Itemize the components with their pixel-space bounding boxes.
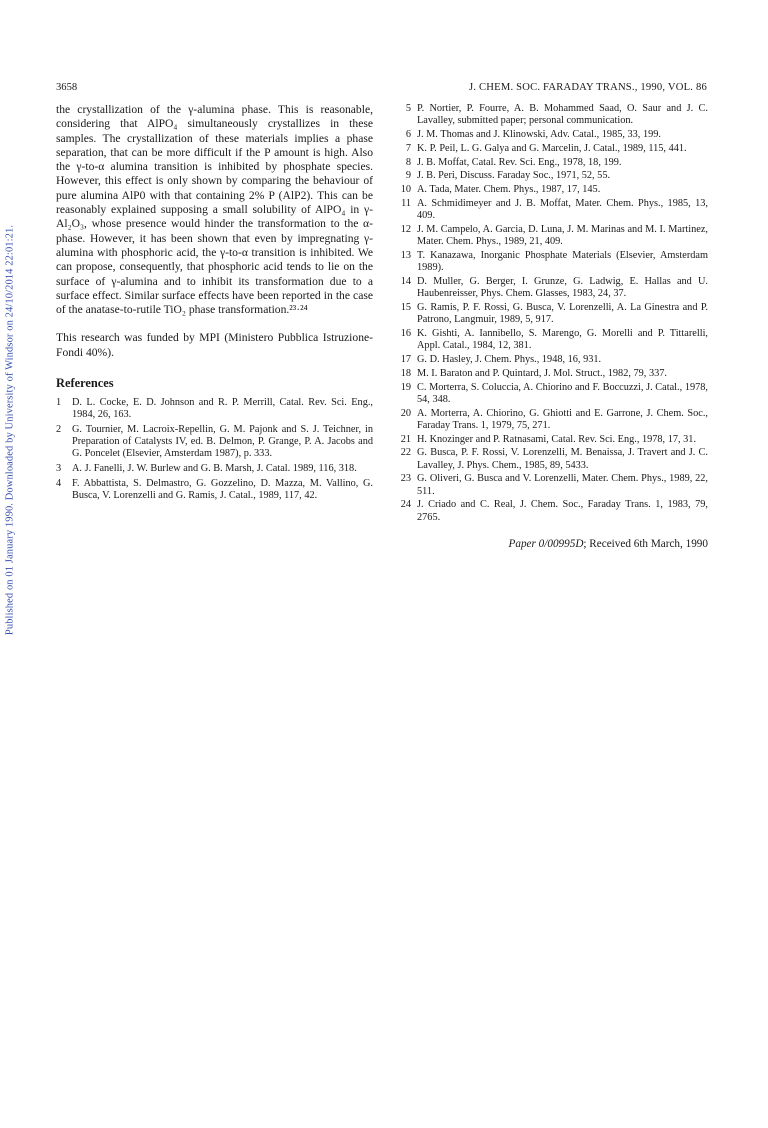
reference-item (397, 129, 708, 141)
reference-number: 10 (400, 184, 411, 196)
reference-text: J. M. Thomas and J. Klinowski, Adv. Catal., 1985, 33, 199. (417, 129, 661, 140)
reference-item (397, 408, 708, 432)
reference-item (56, 463, 373, 475)
reference-text: K. Gishti, A. Iannibello, S. Marengo, G. Morelli and P. Tittarelli, Appl. Catal., 1984, 12, 381. (417, 327, 708, 352)
reference-number: 6 (405, 129, 411, 140)
reference-text: M. I. Baraton and P. Quintard, J. Mol. Struct., 1982, 79, 337. (417, 367, 667, 379)
reference-text: J. M. Campelo, A. Garcia, D. Luna, J. M. Marinas and M. I. Martinez, Mater. Chem. Phys., 1989, 21, 409. (417, 223, 708, 248)
reference-text: A. Tada, Mater. Chem. Phys., 1987, 17, 145. (417, 184, 601, 196)
right-column (397, 103, 708, 525)
reference-number: 21 (400, 433, 411, 445)
reference-text: C. Morterra, S. Coluccia, A. Chiorino and F. Boccuzzi, J. Catal., 1978, 54, 348. (417, 381, 708, 405)
references-heading: References (56, 376, 114, 391)
reference-item (56, 424, 373, 461)
reference-item (397, 328, 708, 352)
reference-number: 12 (400, 223, 411, 235)
reference-list-left (56, 397, 373, 502)
reference-text: G. Busca, P. F. Rossi, V. Lorenzelli, M. Benaissa, J. Travert and J. C. Lavalley, J. Phys. Chem., 1985, 89, 5433. (417, 447, 708, 471)
reference-text: J. B. Moffat, Catal. Rev. Sci. Eng., 1978, 18, 199. (417, 156, 622, 168)
publication-stamp (3, 160, 17, 700)
reference-item (397, 170, 708, 182)
reference-number: 22 (400, 447, 411, 459)
reference-text: D. L. Cocke, E. D. Johnson and R. P. Merrill, Catal. Rev. Sci. Eng., 1984, 26, 163. (72, 397, 373, 421)
reference-text: G. Tournier, M. Lacroix-Repellin, G. M. Pajonk and S. J. Teichner, in Preparation of Catalysts IV, ed. B. Delmon, P. Grange, P. A. Jacobs and G. Poncelet (Elsevier, Amsterdam 1987), p. 333. (72, 424, 373, 460)
reference-text: P. Nortier, P. Fourre, A. B. Mohammed Saad, O. Saur and J. C. Lavalley, submitted paper; personal communication. (417, 103, 708, 127)
received-date: ; Received 6th March, 1990 (583, 538, 708, 550)
reference-item (397, 302, 708, 326)
reference-item (397, 276, 708, 300)
reference-item (397, 184, 708, 196)
reference-number: 3 (56, 463, 62, 475)
reference-number: 9 (405, 170, 411, 182)
reference-text: F. Abbattista, S. Delmastro, G. Gozzelino, D. Mazza, M. Vallino, G. Busca, V. Lorenzelli and G. Ramis, J. Catal., 1989, 117, 42. (72, 478, 373, 502)
reference-number: 7 (405, 142, 411, 154)
publication-stamp-text: Published on 01 January 1990. Downloaded by University of Windsor on 24/10/2014 22:01:21. (4, 224, 16, 636)
reference-number: 15 (400, 301, 411, 313)
reference-number: 2 (56, 424, 62, 436)
reference-text: T. Kanazawa, Inorganic Phosphate Materials (Elsevier, Amsterdam 1989). (417, 249, 708, 274)
reference-text: D. Muller, G. Berger, I. Grunze, G. Ladwig, E. Hallas and U. Haubenreisser, Phys. Chem. Glasses, 1983, 24, 37. (417, 275, 708, 300)
reference-number: 11 (401, 197, 411, 209)
journal-header: J. CHEM. SOC. FARADAY TRANS., 1990, VOL. 86 (469, 82, 707, 93)
reference-number: 5 (405, 103, 411, 114)
left-column (56, 103, 373, 505)
reference-text: J. B. Peri, Discuss. Faraday Soc., 1971, 52, 55. (417, 170, 611, 182)
reference-item (397, 250, 708, 274)
paper-received-note (509, 538, 708, 550)
reference-text: A. J. Fanelli, J. W. Burlew and G. B. Marsh, J. Catal. 1989, 116, 318. (72, 463, 357, 475)
reference-number: 18 (400, 367, 411, 379)
reference-item (397, 198, 708, 222)
reference-number: 19 (400, 381, 411, 393)
page-number: 3658 (56, 82, 78, 93)
reference-number: 8 (405, 156, 411, 168)
reference-number: 1 (56, 397, 62, 409)
reference-item (56, 397, 373, 421)
reference-number: 17 (400, 353, 411, 365)
reference-text: K. P. Peil, L. G. Galya and G. Marcelin, J. Catal., 1989, 115, 441. (417, 142, 687, 154)
reference-number: 4 (56, 478, 62, 490)
reference-text: J. Criado and C. Real, J. Chem. Soc., Faraday Trans. 1, 1983, 79, 2765. (417, 499, 708, 523)
reference-text: G. Oliveri, G. Busca and V. Lorenzelli, Mater. Chem. Phys., 1989, 22, 511. (417, 473, 708, 497)
page-header (56, 82, 707, 96)
reference-text: A. Morterra, A. Chiorino, G. Ghiotti and E. Garrone, J. Chem. Soc., Faraday Trans. 1, 1979, 75, 271. (417, 407, 708, 431)
body-paragraph: the crystallization of the γ-alumina phase. This is reasonable, considering that AlPO₄ simultaneously crystallizes in these samples. The crystallization of these materials implies a phase separation, that can be more difficult if the P amount is high. Also the γ-to-α alumina transition is inhibited by phosphate species. However, this effect is only shown by comparing the behaviour of pure alumina AlP0 with that containing 2% P (AlP2). This can be reasonably explained supposing a small solubility of AlPO₄ in γ-Al₂O₃, whose presence would hinder the transformation to the α-phase. However, it has been shown that even by impregnating γ-alumina with phosphoric acid, the γ-to-α transition is inhibited. We can propose, consequently, that phosphoric acid tends to lie on the surface of γ-alumina and to inhibit its transformation due to a surface effect. Similar surface effects have been reported in the case of the anatase-to-rutile TiO₂ phase transformation.²³·²⁴ (56, 103, 373, 317)
reference-item (397, 499, 708, 523)
reference-item (397, 434, 708, 446)
reference-text: H. Knozinger and P. Ratnasami, Catal. Rev. Sci. Eng., 1978, 17, 31. (417, 433, 697, 445)
reference-number: 24 (400, 499, 411, 511)
reference-text: G. D. Hasley, J. Chem. Phys., 1948, 16, 931. (417, 353, 602, 365)
acknowledgement: This research was funded by MPI (Ministero Pubblica Istruzione-Fondi 40%). (56, 331, 373, 359)
reference-item (397, 143, 708, 155)
reference-item (397, 103, 708, 127)
reference-item (397, 473, 708, 497)
reference-number: 13 (400, 249, 411, 261)
reference-item (397, 224, 708, 248)
reference-item (56, 478, 373, 502)
reference-text: G. Ramis, P. F. Rossi, G. Busca, V. Lorenzelli, A. La Ginestra and P. Patrono, Langmuir, 1989, 5, 917. (417, 301, 708, 326)
reference-number: 20 (400, 407, 411, 419)
reference-item (397, 447, 708, 471)
reference-item (397, 157, 708, 169)
paper-id: Paper 0/00995D (508, 538, 584, 550)
reference-number: 14 (400, 275, 411, 287)
reference-item (397, 368, 708, 380)
reference-number: 16 (400, 327, 411, 339)
reference-number: 23 (400, 473, 411, 485)
reference-item (397, 354, 708, 366)
reference-item (397, 382, 708, 406)
reference-list-right (397, 103, 708, 524)
reference-text: A. Schmidimeyer and J. B. Moffat, Mater. Chem. Phys., 1985, 13, 409. (417, 197, 708, 222)
